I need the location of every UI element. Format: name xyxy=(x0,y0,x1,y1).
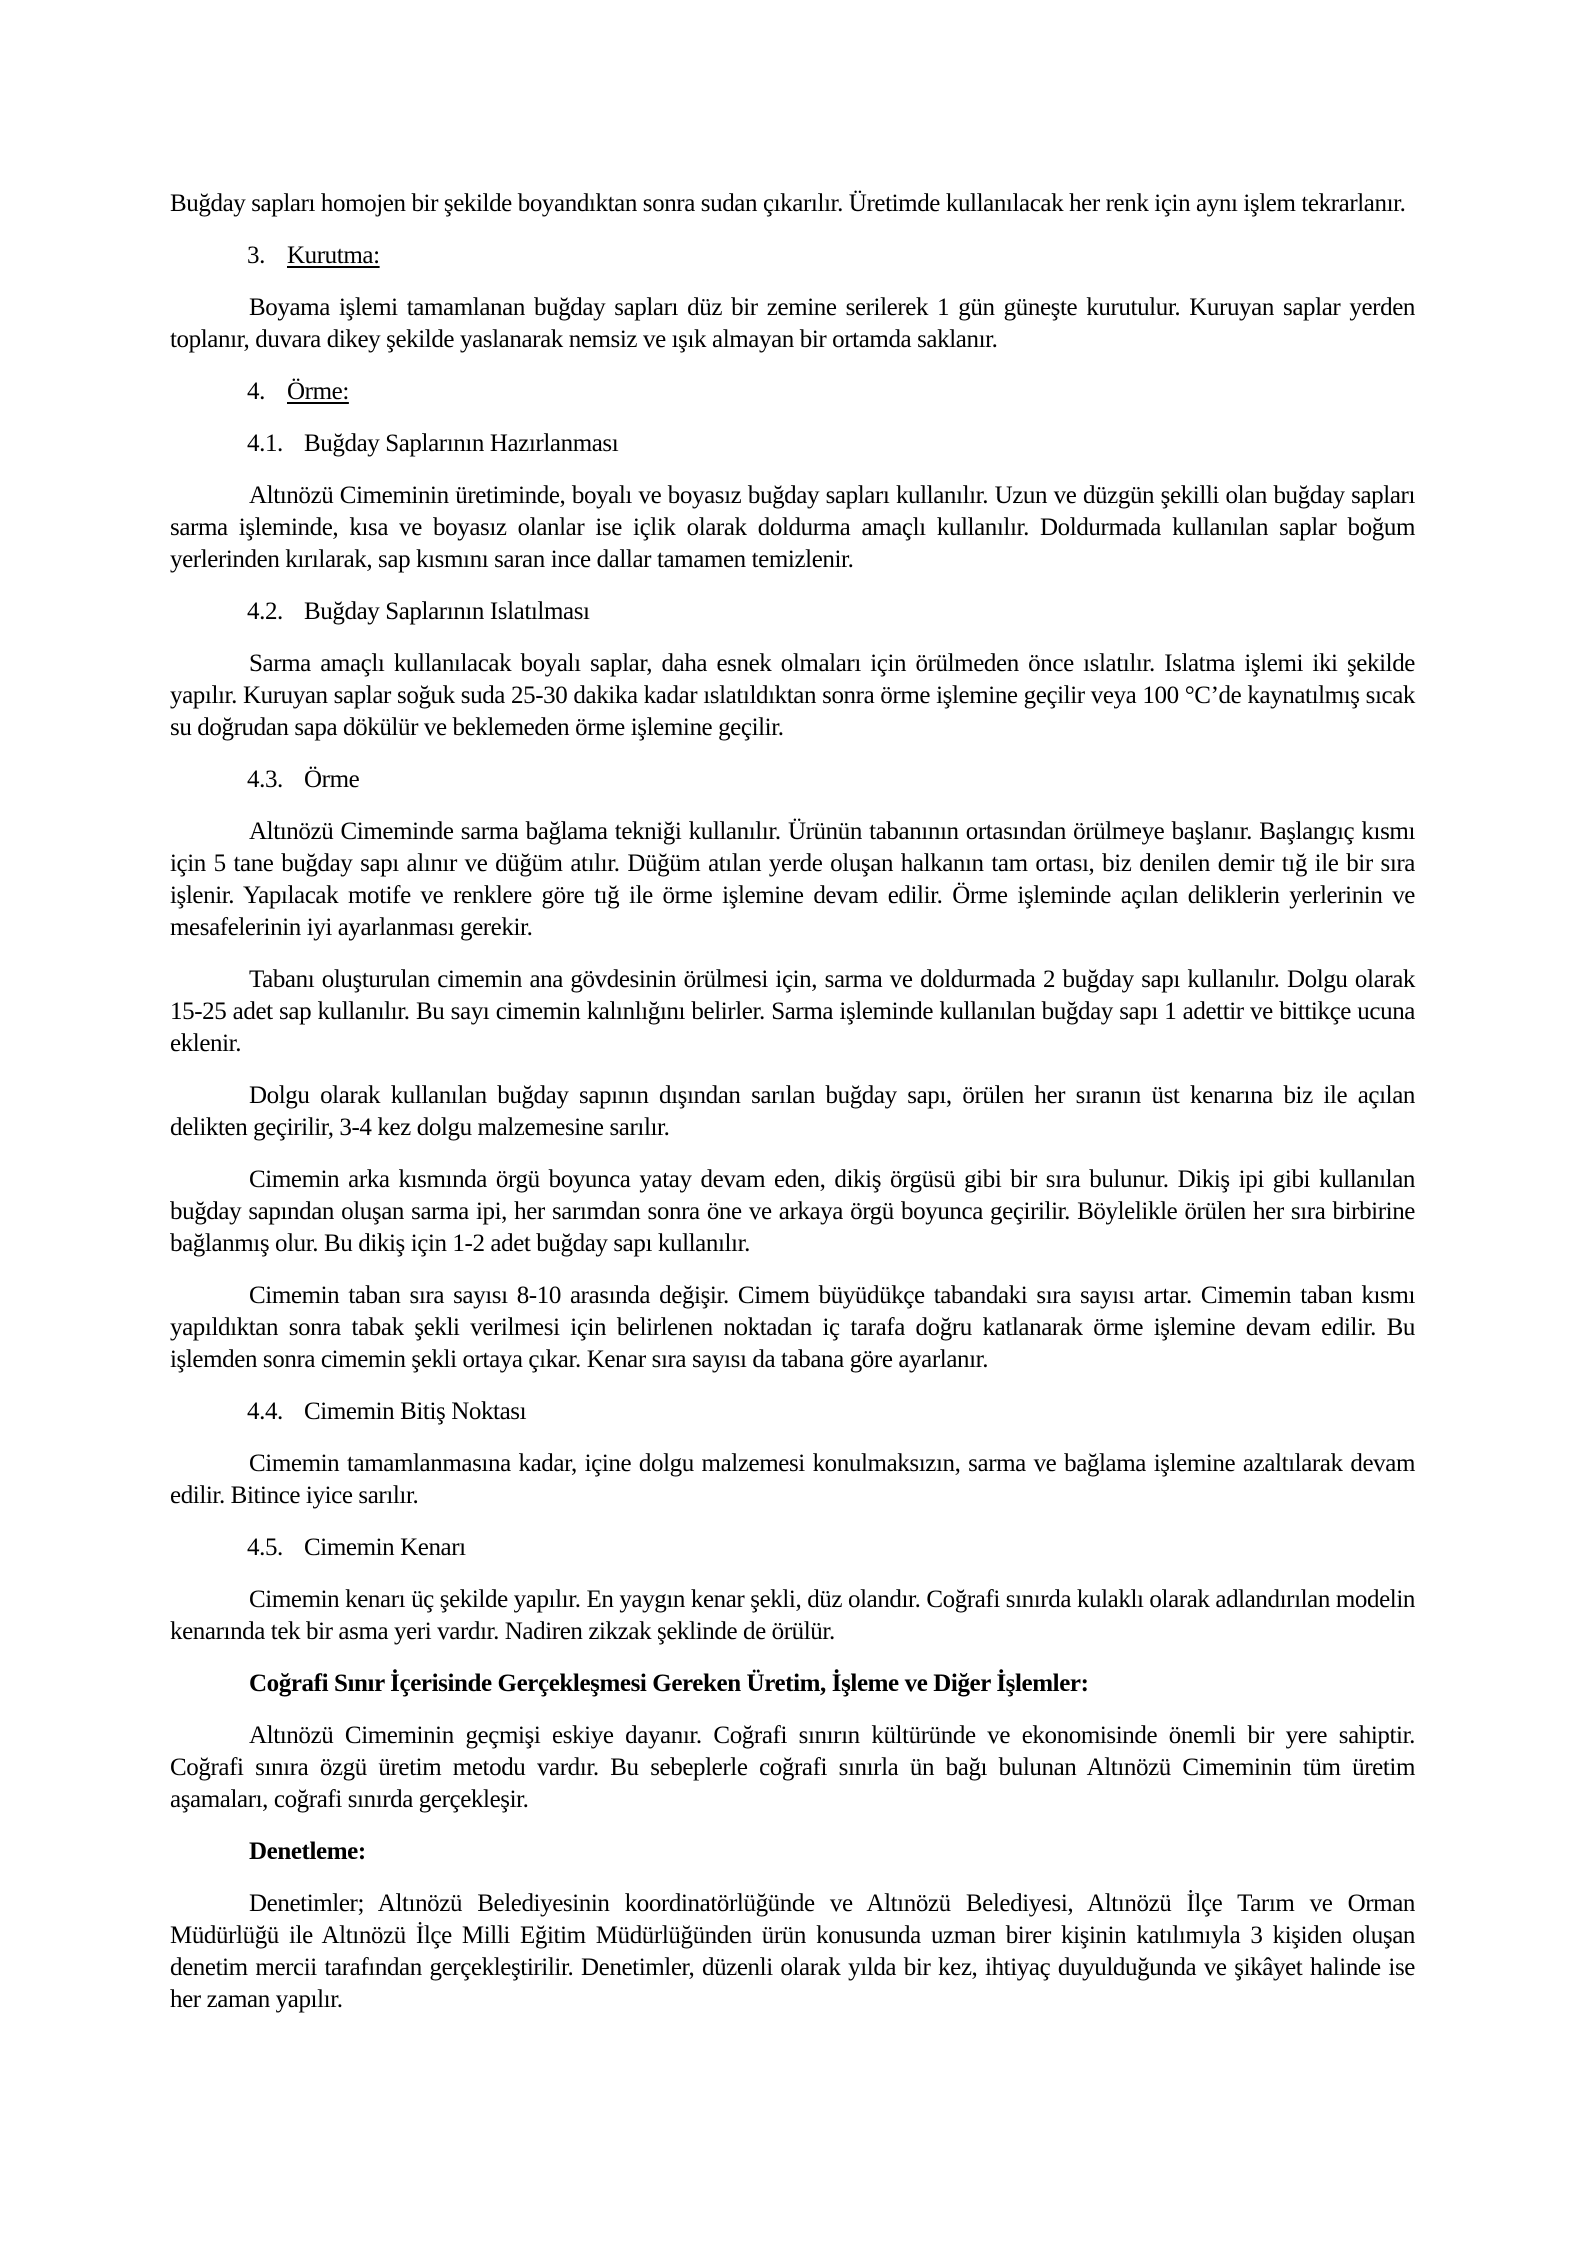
paragraph: Cimemin arka kısmında örgü boyunca yatay devam eden, dikiş örgüsü gibi bir sıra bulunur. Dikiş ipi gibi kullanılan buğday sapından oluşan sarma ipi, her sarımdan sonra öne ve arkaya örgü boyunca geçirilir. Böylelikle örülen her sıra birbirine bağlanmış olur. Bu dikiş için 1-2 adet buğday sapı kullanılır. xyxy=(170,1166,1415,1257)
paragraph: Altınözü Cimeminin geçmişi eskiye dayanır. Coğrafi sınırın kültüründe ve ekonomisinde önemli bir yere sahiptir. Coğrafi sınıra özgü üretim metodu vardır. Bu sebeplerle coğrafi sınırla ün bağı bulunan Altınözü Cimeminin tüm üretim aşamaları, coğrafi sınırda gerçekleşir. xyxy=(170,1722,1415,1813)
subsection-number: 4.2. xyxy=(247,598,283,625)
paragraph: Cimemin tamamlanmasına kadar, içine dolgu malzemesi konulmaksızın, sarma ve bağlama işlemine azaltılarak devam edilir. Bitince iyice sarılır. xyxy=(170,1450,1415,1509)
section-number: 3. xyxy=(247,242,265,269)
subsection-heading-4-1 xyxy=(247,428,1415,460)
subsection-number: 4.3. xyxy=(247,766,283,793)
section-heading-kurutma xyxy=(247,240,1415,272)
bold-heading-cografi-sinir: Coğrafi Sınır İçerisinde Gerçekleşmesi Gereken Üretim, İşleme ve Diğer İşlemler: xyxy=(249,1670,1089,1697)
section-title: Kurutma: xyxy=(287,242,380,269)
subsection-heading-4-4 xyxy=(247,1396,1415,1428)
section-number: 4. xyxy=(247,378,265,405)
paragraph: Buğday sapları homojen bir şekilde boyandıktan sonra sudan çıkarılır. Üretimde kullanılacak her renk için aynı işlem tekrarlanır. xyxy=(170,190,1406,217)
paragraph: Cimemin taban sıra sayısı 8-10 arasında değişir. Cimem büyüdükçe tabandaki sıra sayısı artar. Cimemin taban kısmı yapıldıktan sonra tabak şekli verilmesi için belirlenen noktadan iç tarafa doğru katlanarak örme işlemine devam edilir. Bu işlemden sonra cimemin şekli ortaya çıkar. Kenar sıra sayısı da tabana göre ayarlanır. xyxy=(170,1282,1415,1373)
paragraph: Dolgu olarak kullanılan buğday sapının dışından sarılan buğday sapı, örülen her sıranın üst kenarına biz ile açılan delikten geçirilir, 3-4 kez dolgu malzemesine sarılır. xyxy=(170,1082,1415,1141)
subsection-number: 4.4. xyxy=(247,1398,283,1425)
paragraph: Cimemin kenarı üç şekilde yapılır. En yaygın kenar şekli, düz olandır. Coğrafi sınırda kulaklı olarak adlandırılan modelin kenarında tek bir asma yeri vardır. Nadiren zikzak şeklinde de örülür. xyxy=(170,1586,1415,1645)
section-heading-orme xyxy=(247,376,1415,408)
paragraph: Altınözü Cimeminde sarma bağlama tekniği kullanılır. Ürünün tabanının ortasından örülmeye başlanır. Başlangıç kısmı için 5 tane buğday sapı alınır ve düğüm atılır. Düğüm atılan yerde oluşan halkanın tam ortası, biz denilen demir tığ ile bir sıra işlenir. Yapılacak motife ve renklere göre tığ ile örme işlemine devam edilir. Örme işleminde açılan deliklerin yerlerinin ve mesafelerinin iyi ayarlanması gerekir. xyxy=(170,818,1415,941)
paragraph: Altınözü Cimeminin üretiminde, boyalı ve boyasız buğday sapları kullanılır. Uzun ve düzgün şekilli olan buğday sapları sarma işleminde, kısa ve boyasız olanlar ise içlik olarak doldurma amaçlı kullanılır. Doldurmada kullanılan saplar boğum yerlerinden kırılarak, sap kısmını saran ince dallar tamamen temizlenir. xyxy=(170,482,1415,573)
subsection-heading-4-5 xyxy=(247,1532,1415,1564)
subsection-title: Cimemin Kenarı xyxy=(304,1534,466,1561)
paragraph: Denetimler; Altınözü Belediyesinin koordinatörlüğünde ve Altınözü Belediyesi, Altınözü İlçe Tarım ve Orman Müdürlüğü ile Altınözü İlçe Milli Eğitim Müdürlüğünden ürün konusunda uzman birer kişinin katılımıyla 3 kişiden oluşan denetim mercii tarafından gerçekleştirilir. Denetimler, düzenli olarak yılda bir kez, ihtiyaç duyulduğunda ve şikâyet halinde ise her zaman yapılır. xyxy=(170,1890,1415,2013)
subsection-title: Örme xyxy=(304,766,360,793)
paragraph: Tabanı oluşturulan cimemin ana gövdesinin örülmesi için, sarma ve doldurmada 2 buğday sapı kullanılır. Dolgu olarak 15-25 adet sap kullanılır. Bu sayı cimemin kalınlığını belirler. Sarma işleminde kullanılan buğday sapı 1 adettir ve bittikçe ucuna eklenir. xyxy=(170,966,1415,1057)
subsection-title: Buğday Saplarının Hazırlanması xyxy=(304,430,619,457)
bold-heading-denetleme: Denetleme: xyxy=(249,1838,366,1865)
paragraph: Boyama işlemi tamamlanan buğday sapları düz bir zemine serilerek 1 gün güneşte kurutulur. Kuruyan saplar yerden toplanır, duvara dikey şekilde yaslanarak nemsiz ve ışık almayan bir ortamda saklanır. xyxy=(170,294,1415,353)
subsection-heading-4-3 xyxy=(247,764,1415,796)
subsection-title: Cimemin Bitiş Noktası xyxy=(304,1398,527,1425)
subsection-heading-4-2 xyxy=(247,596,1415,628)
subsection-title: Buğday Saplarının Islatılması xyxy=(304,598,590,625)
section-title: Örme: xyxy=(287,378,349,405)
subsection-number: 4.1. xyxy=(247,430,283,457)
paragraph: Sarma amaçlı kullanılacak boyalı saplar, daha esnek olmaları için örülmeden önce ıslatılır. Islatma işlemi iki şekilde yapılır. Kuruyan saplar soğuk suda 25-30 dakika kadar ıslatıldıktan sonra örme işlemine geçilir veya 100 °C’de kaynatılmış sıcak su doğrudan sapa dökülür ve beklemeden örme işlemine geçilir. xyxy=(170,650,1415,741)
subsection-number: 4.5. xyxy=(247,1534,283,1561)
